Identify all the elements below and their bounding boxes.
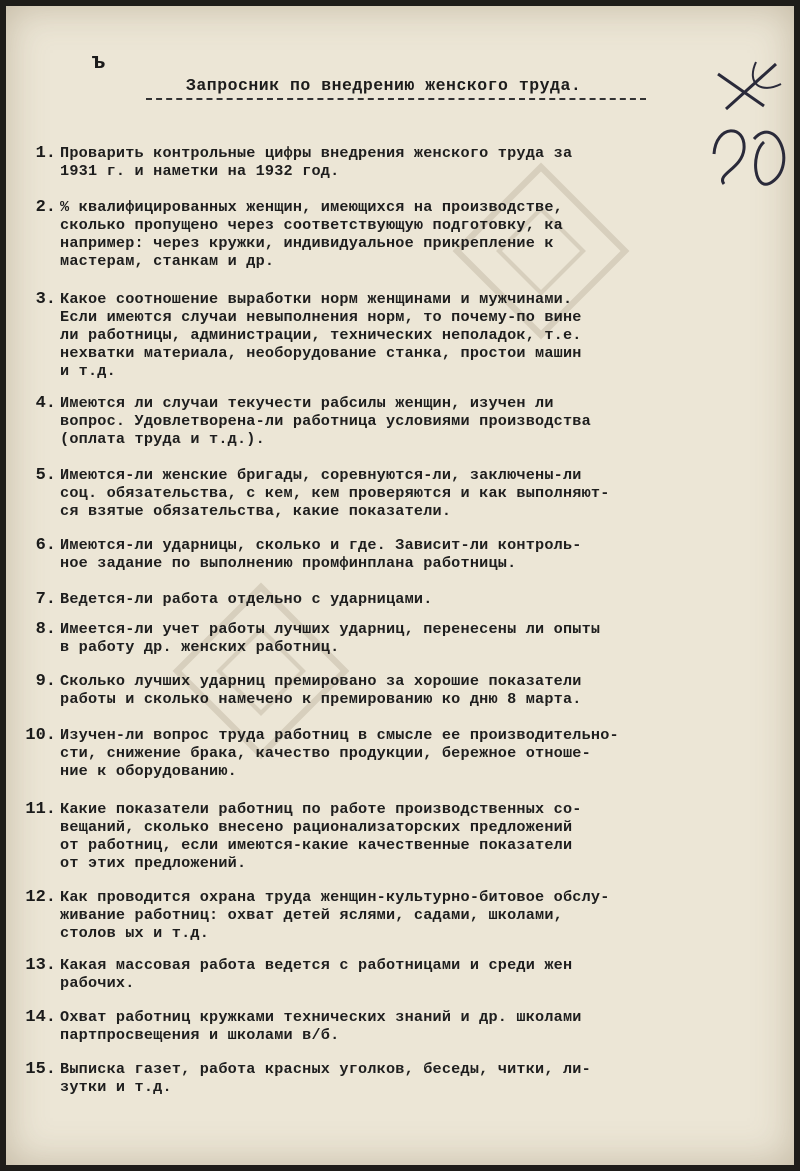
item-text: Какие показатели работниц по работе производственных со- вещаний, сколько внесено рационализаторских предложений от работниц, если имеются-какие качественные показатели от этих предложений.: [60, 800, 582, 872]
item-text: Сколько лучших ударниц премировано за хорошие показатели работы и сколько намечено к премированию ко дню 8 марта.: [60, 672, 582, 708]
item-number: 15.: [25, 1060, 56, 1079]
list-item: [14, 290, 734, 380]
item-number: 9.: [35, 672, 56, 691]
item-text: Проварить контрольные цифры внедрения женского труда за 1931 г. и наметки на 1932 год.: [60, 144, 573, 180]
item-text: Изучен-ли вопрос труда работниц в смысле ее производительно- сти, снижение брака, качество продукции, бережное отноше- ние к оборудованию.: [60, 726, 619, 780]
item-text: Как проводится охрана труда женщин-культурно-битовое обслу- живание работниц: охват детей яслями, садами, школами, столов ых и т.д.: [60, 888, 610, 942]
item-text: % квалифицированных женщин, имеющихся на производстве, сколько пропущено через соответствующую подготовку, ка например: через кружки, индивидуальное прикрепление к мастерам, станкам и др.: [60, 198, 563, 270]
item-number: 11.: [25, 800, 56, 819]
item-number: 4.: [35, 394, 56, 413]
list-item: [14, 672, 734, 708]
item-text: Имеются-ли ударницы, сколько и где. Зависит-ли контроль- ное задание по выполнению промфинплана работницы.: [60, 536, 582, 572]
item-text: Какая массовая работа ведется с работницами и среди жен рабочих.: [60, 956, 573, 992]
item-number: 13.: [25, 956, 56, 975]
item-number: 12.: [25, 888, 56, 907]
item-text: Имеются-ли женские бригады, соревнуются-ли, заключены-ли соц. обязательства, с кем, кем проверяются и как выполняют- ся взятые обязательства, какие показатели.: [60, 466, 610, 520]
list-item: [14, 394, 734, 448]
list-item: [14, 1060, 734, 1096]
corner-mark: ъ: [92, 50, 106, 75]
list-item: [14, 466, 734, 520]
list-item: [14, 536, 734, 572]
item-number: 2.: [35, 198, 56, 217]
item-text: Имеются ли случаи текучести рабсилы женщин, изучен ли вопрос. Удовлетворена-ли работница условиями производства (оплата труда и т.д.).: [60, 394, 591, 448]
list-item: [14, 198, 734, 270]
item-number: 5.: [35, 466, 56, 485]
item-number: 10.: [25, 726, 56, 745]
item-number: 7.: [35, 590, 56, 609]
item-text: Охват работниц кружками технических знаний и др. школами партпросвещения и школами в/б.: [60, 1008, 582, 1044]
item-number: 6.: [35, 536, 56, 555]
list-item: [14, 590, 734, 609]
document-page: [6, 6, 794, 1165]
item-number: 8.: [35, 620, 56, 639]
item-text: Какое соотношение выработки норм женщинами и мужчинами. Если имеются случаи невыполнения норм, то почему-по вине ли работницы, администрации, технических неполадок, т.е. нехватки материала, необорудование станка, простои машин и т.д.: [60, 290, 582, 380]
item-text: Выписка газет, работа красных уголков, беседы, читки, ли- зутки и т.д.: [60, 1060, 591, 1096]
list-item: [14, 726, 734, 780]
document-title: Запросник по внедрению женского труда.: [186, 76, 582, 95]
item-text: Ведется-ли работа отдельно с ударницами.: [60, 590, 433, 608]
item-number: 1.: [35, 144, 56, 163]
list-item: [14, 956, 734, 992]
title-underline: [146, 98, 646, 100]
list-item: [14, 888, 734, 942]
list-item: [14, 144, 734, 180]
list-item: [14, 1008, 734, 1044]
list-item: [14, 800, 734, 872]
list-item: [14, 620, 734, 656]
item-number: 3.: [35, 290, 56, 309]
item-number: 14.: [25, 1008, 56, 1027]
item-text: Имеется-ли учет работы лучших ударниц, перенесены ли опыты в работу др. женских работниц.: [60, 620, 601, 656]
